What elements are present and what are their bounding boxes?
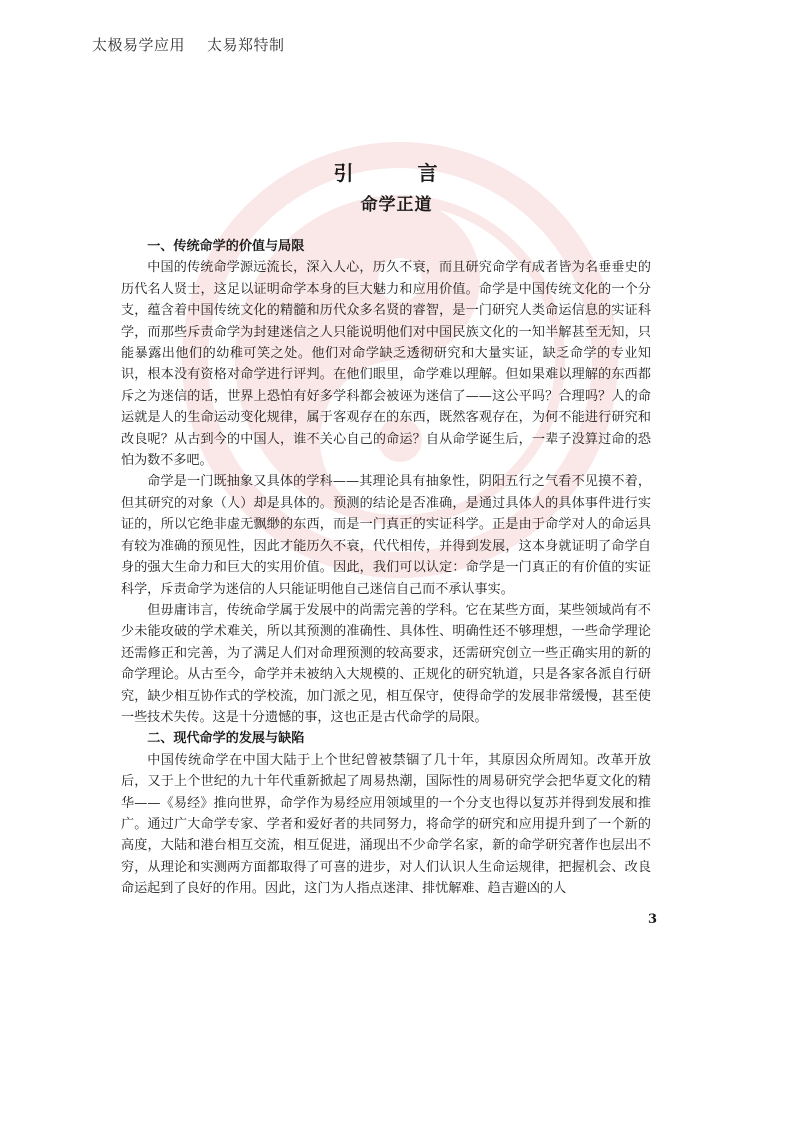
section-heading: 一、传统命学的价值与局限 bbox=[147, 239, 305, 254]
page-number: 3 bbox=[648, 912, 658, 927]
page-header bbox=[92, 34, 285, 55]
header-left-text: 太极易学应用 bbox=[92, 36, 186, 54]
paragraph: 中国传统命学在中国大陆于上个世纪曾被禁锢了几十年，其原因众所周知。改革开放后，又于上个世纪的九十年代重新掀起了周易热潮，国际性的周易研究学会把华夏文化的精华——《易经》推向世界，命学作为易经应用领域里的一个分支也得以复苏并得到发展和推广。通过广大命学专家、学者和爱好者的共同努力，将命学的研究和应用提升到了一个新的高度，大陆和港台相互交流，相互促进，涌现出不少命学名家，新的命学研究著作也层出不穷，从理论和实测两方面都取得了可喜的进步，对人们认识人生命运规律，把握机会、改良命运起到了良好的作用。因此，这门为人指点迷津、排忧解难、趋吉避凶的人 bbox=[121, 752, 651, 897]
section-heading: 二、现代命学的发展与缺陷 bbox=[147, 731, 305, 747]
paragraph: 命学是一门既抽象又具体的学科——其理论具有抽象性，阴阳五行之气看不见摸不着，但其研究的对象（人）却是具体的。预测的结论是否准确，是通过具体人的具体事件进行实证的，所以它绝非虚无飘缈的东西，而是一门真正的实证科学。正是由于命学对人的命运具有较为准确的预见性，因此才能历久不衰，代代相传，并得到发展，这本身就证明了命学自身的强大生命力和巨大的实用价值。因此，我们可以认定：命学是一门真正的有价值的实证科学，斥责命学为迷信的人只能证明他自己迷信自己而不承认事实。 bbox=[121, 474, 651, 597]
body-content bbox=[121, 236, 651, 900]
header-right-text: 太易郑特制 bbox=[207, 36, 285, 54]
page-title: 引 言 bbox=[333, 161, 460, 185]
page-subtitle: 命学正道 bbox=[360, 195, 433, 215]
paragraph: 但毋庸讳言，传统命学属于发展中的尚需完善的学科。它在某些方面，某些领域尚有不少未能攻破的学术难关，所以其预测的准确性、具体性、明确性还不够理想，一些命学理论还需修正和完善，为了满足人们对命理预测的较高要求，还需研究创立一些正确实用的新的命学理论。从古至今，命学并未被纳入大规模的、正规化的研究轨道，只是各家各派自行研究，缺少相互协作式的学校流，加门派之见，相互保守，使得命学的发展非常缓慢，甚至使一些技术失传。这是十分遗憾的事，这也正是古代命学的局限。 bbox=[121, 602, 651, 725]
paragraph: 中国的传统命学源远流长，深入人心，历久不衰，而且研究命学有成者皆为名垂垂史的历代名人贤士，这足以证明命学本身的巨大魅力和应用价值。命学是中国传统文化的一个分支，蕴含着中国传统文化的精髓和历代众多名贤的睿智，是一门研究人类命运信息的实证科学，而那些斥责命学为封建迷信之人只能说明他们对中国民族文化的一知半解甚至无知，只能暴露出他们的幼稚可笑之处。他们对命学缺乏透彻研究和大量实证，缺乏命学的专业知识，根本没有资格对命学进行评判。在他们眼里，命学难以理解。但如果难以理解的东西都斥之为迷信的话，世界上恐怕有好多学科都会被诬为迷信了——这公平吗？合理吗？人的命运就是人的生命运动变化规律，属于客观存在的东西，既然客观存在，为何不能进行研究和改良呢？从古到今的中国人，谁不关心自己的命运？自从命学诞生后，一辈子没算过命的恐怕为数不多吧。 bbox=[121, 260, 651, 469]
